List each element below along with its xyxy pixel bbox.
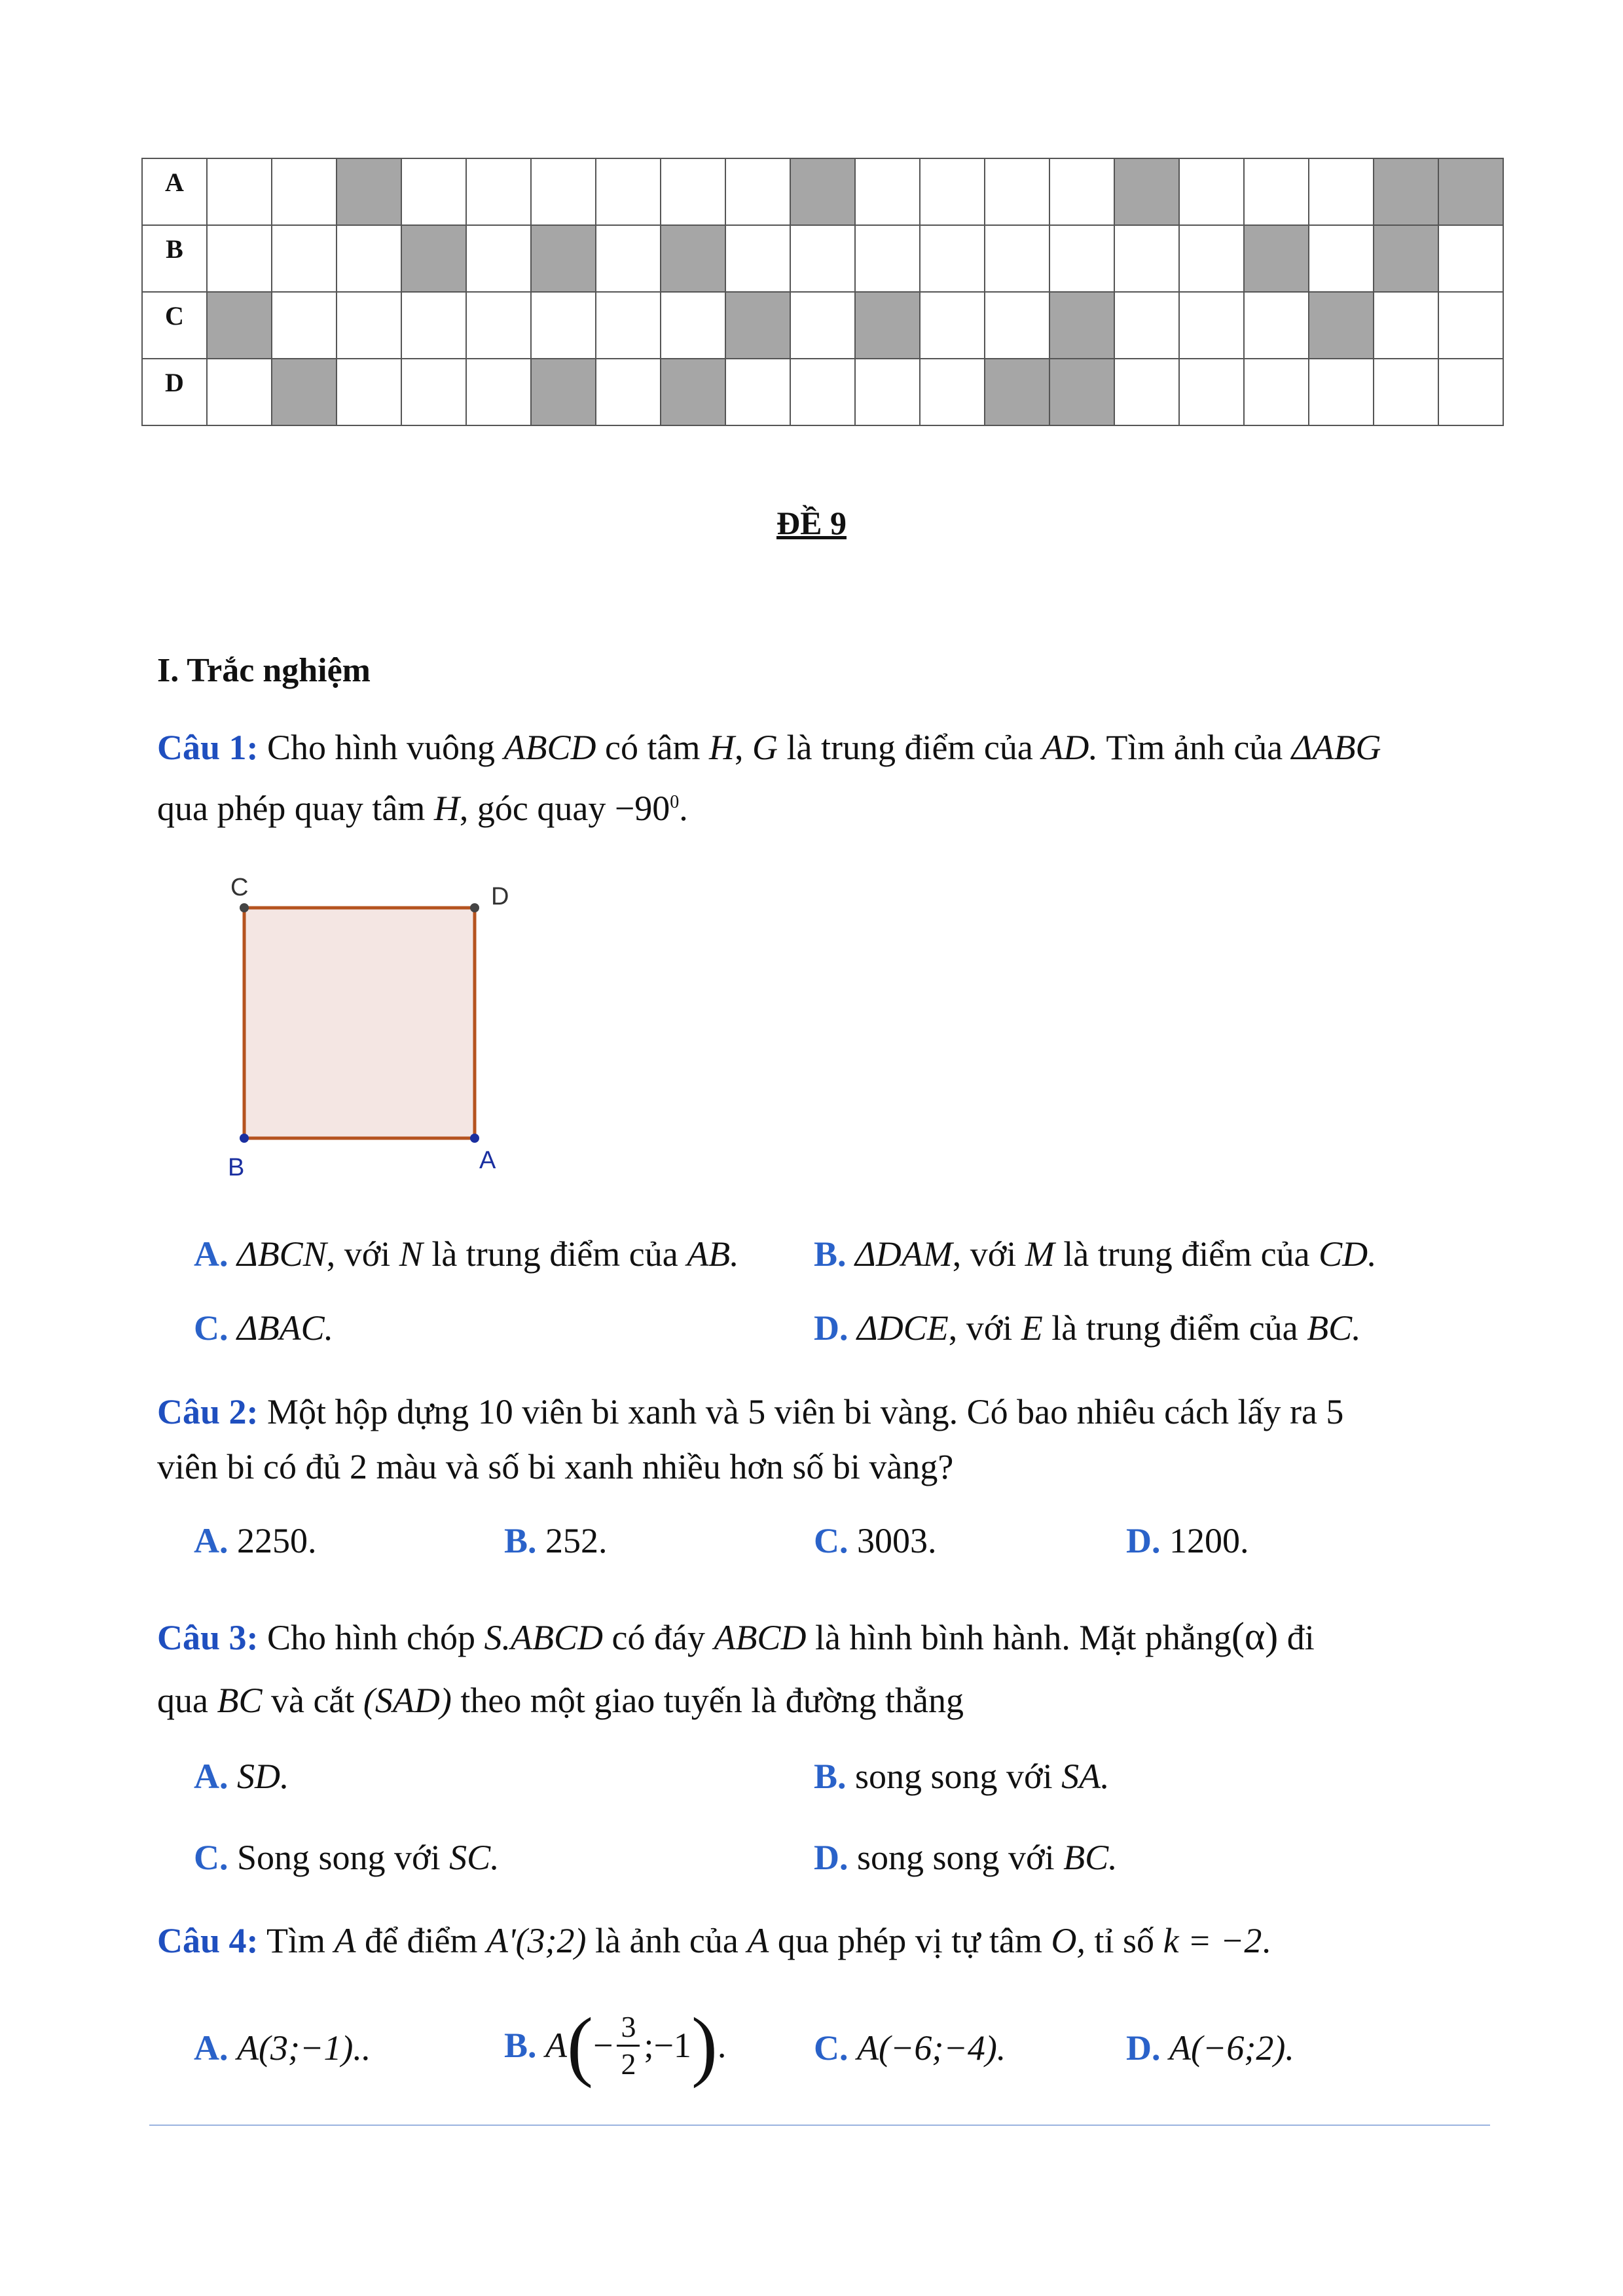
option-text: là trung điểm của bbox=[1042, 1308, 1307, 1348]
grid-cell bbox=[855, 225, 920, 292]
math: SA. bbox=[1061, 1757, 1110, 1796]
question-3 bbox=[157, 1605, 1486, 1732]
grid-cell bbox=[985, 292, 1049, 359]
q-text: Cho hình chóp bbox=[258, 1618, 484, 1657]
grid-cell bbox=[855, 359, 920, 425]
q3-option-c[interactable] bbox=[194, 1837, 500, 1878]
option-value: 3003. bbox=[857, 1521, 937, 1560]
math: (α) bbox=[1231, 1615, 1279, 1658]
grid-cell bbox=[1244, 292, 1309, 359]
grid-cell bbox=[920, 158, 985, 225]
math: H bbox=[709, 728, 735, 767]
grid-cell bbox=[1438, 359, 1503, 425]
grid-cell bbox=[466, 359, 531, 425]
grid-cell bbox=[1179, 225, 1244, 292]
grid-cell-shaded bbox=[1049, 359, 1114, 425]
grid-cell bbox=[272, 158, 337, 225]
fraction bbox=[617, 2009, 640, 2082]
option-text: là trung điểm của bbox=[1054, 1234, 1319, 1274]
grid-cell bbox=[1374, 359, 1438, 425]
grid-row bbox=[142, 292, 1503, 359]
left-paren: ( bbox=[567, 2001, 593, 2089]
grid-cell bbox=[596, 158, 661, 225]
q-text: Tìm bbox=[258, 1921, 335, 1960]
math: H bbox=[433, 789, 460, 828]
grid-cell bbox=[725, 225, 790, 292]
grid-cell bbox=[1309, 225, 1374, 292]
grid-cell bbox=[207, 225, 272, 292]
math: . bbox=[717, 2026, 727, 2065]
q-text: viên bi có đủ 2 màu và số bi xanh nhiều hơn số bi vàng? bbox=[157, 1447, 954, 1486]
grid-cell bbox=[531, 292, 596, 359]
option-label: B. bbox=[504, 1521, 537, 1560]
math: A bbox=[545, 2026, 568, 2065]
q-text: , góc quay bbox=[459, 789, 615, 828]
math: A bbox=[334, 1921, 356, 1960]
option-label: B. bbox=[504, 2026, 537, 2065]
grid-cell bbox=[207, 359, 272, 425]
answer-grid bbox=[141, 158, 1504, 426]
option-label: A. bbox=[194, 1521, 228, 1560]
grid-cell bbox=[1309, 158, 1374, 225]
option-value: 1200. bbox=[1169, 1521, 1249, 1560]
q3-option-b[interactable] bbox=[814, 1756, 1110, 1797]
option-text: Song song với bbox=[228, 1838, 450, 1877]
q-text: qua bbox=[157, 1681, 217, 1720]
grid-cell bbox=[207, 158, 272, 225]
q2-option-c[interactable] bbox=[814, 1520, 937, 1561]
option-text: , với bbox=[948, 1308, 1021, 1348]
option-label: D. bbox=[1126, 1521, 1161, 1560]
q1-option-a[interactable] bbox=[194, 1234, 739, 1274]
question-2 bbox=[157, 1384, 1486, 1494]
footer-rule bbox=[149, 2125, 1490, 2126]
right-paren: ) bbox=[691, 2001, 718, 2089]
point-c bbox=[240, 903, 249, 912]
grid-cell bbox=[1309, 359, 1374, 425]
grid-cell bbox=[1438, 225, 1503, 292]
grid-row-label: B bbox=[142, 225, 207, 292]
q-text: có tâm bbox=[596, 728, 709, 767]
math: SD. bbox=[237, 1757, 289, 1796]
grid-cell-shaded bbox=[531, 359, 596, 425]
grid-cell bbox=[1114, 225, 1179, 292]
option-label: A. bbox=[194, 1757, 228, 1796]
math: G bbox=[752, 728, 778, 767]
grid-cell bbox=[272, 292, 337, 359]
option-label: C. bbox=[814, 2028, 848, 2068]
grid-cell bbox=[920, 359, 985, 425]
math: CD. bbox=[1319, 1234, 1377, 1274]
math: A(−6;−4). bbox=[857, 2028, 1006, 2068]
q-text: , bbox=[735, 728, 752, 767]
grid-cell bbox=[401, 158, 466, 225]
grid-cell bbox=[596, 225, 661, 292]
q-text: Cho hình vuông bbox=[258, 728, 504, 767]
grid-cell bbox=[985, 158, 1049, 225]
option-label: D. bbox=[1126, 2028, 1161, 2068]
grid-cell bbox=[920, 292, 985, 359]
grid-cell bbox=[466, 225, 531, 292]
math: A(−6;2). bbox=[1169, 2028, 1294, 2068]
degree-mark: 0 bbox=[670, 792, 680, 812]
q-text: để điểm bbox=[356, 1921, 486, 1960]
q1-option-c[interactable] bbox=[194, 1308, 333, 1348]
grid-cell bbox=[920, 225, 985, 292]
numerator: 3 bbox=[621, 2009, 636, 2043]
grid-cell-shaded bbox=[1049, 292, 1114, 359]
grid-cell bbox=[337, 359, 401, 425]
option-value: 2250. bbox=[237, 1521, 317, 1560]
grid-cell-shaded bbox=[207, 292, 272, 359]
q2-option-a[interactable] bbox=[194, 1520, 317, 1561]
math: k = −2 bbox=[1163, 1921, 1262, 1960]
grid-cell bbox=[1179, 292, 1244, 359]
grid-cell bbox=[1244, 158, 1309, 225]
grid-cell bbox=[466, 292, 531, 359]
grid-cell bbox=[596, 292, 661, 359]
grid-cell bbox=[466, 158, 531, 225]
grid-cell bbox=[985, 225, 1049, 292]
math: E bbox=[1021, 1308, 1043, 1348]
grid-row bbox=[142, 359, 1503, 425]
q4-option-a[interactable] bbox=[194, 2028, 371, 2068]
grid-row-label: C bbox=[142, 292, 207, 359]
grid-cell-shaded bbox=[401, 225, 466, 292]
q2-option-d[interactable] bbox=[1126, 1520, 1249, 1561]
grid-cell bbox=[1049, 158, 1114, 225]
math: O, bbox=[1051, 1921, 1086, 1960]
q-text: là hình bình hành. Mặt phẳng bbox=[806, 1618, 1231, 1657]
math: S.ABCD bbox=[484, 1618, 604, 1657]
q3-option-a[interactable] bbox=[194, 1756, 289, 1797]
grid-cell-shaded bbox=[1438, 158, 1503, 225]
q-text: và cắt bbox=[262, 1681, 363, 1720]
q4-option-b[interactable] bbox=[504, 2001, 727, 2089]
math: AB. bbox=[687, 1234, 739, 1274]
q-text: . bbox=[679, 789, 688, 828]
math: M bbox=[1025, 1234, 1055, 1274]
option-label: D. bbox=[814, 1838, 848, 1877]
grid-row-label: A bbox=[142, 158, 207, 225]
math: ABCD bbox=[503, 728, 596, 767]
grid-cell-shaded bbox=[1244, 225, 1309, 292]
option-label: C. bbox=[814, 1521, 848, 1560]
grid-row-label: D bbox=[142, 359, 207, 425]
question-label: Câu 3: bbox=[157, 1618, 259, 1657]
grid-row bbox=[142, 225, 1503, 292]
q1-option-b[interactable] bbox=[814, 1234, 1377, 1274]
q3-option-d[interactable] bbox=[814, 1837, 1118, 1878]
q-text: tỉ số bbox=[1085, 1921, 1163, 1960]
grid-cell bbox=[1179, 359, 1244, 425]
grid-cell-shaded bbox=[1374, 158, 1438, 225]
grid-cell-shaded bbox=[337, 158, 401, 225]
option-label: C. bbox=[194, 1308, 228, 1348]
option-text: song song với bbox=[848, 1838, 1064, 1877]
label-d: D bbox=[491, 883, 509, 910]
math: ΔBAC. bbox=[237, 1308, 334, 1348]
grid-cell bbox=[1049, 225, 1114, 292]
point-a bbox=[470, 1134, 479, 1143]
grid-cell-shaded bbox=[855, 292, 920, 359]
grid-cell bbox=[531, 158, 596, 225]
question-4 bbox=[157, 1913, 1486, 1968]
grid-cell bbox=[855, 158, 920, 225]
option-label: B. bbox=[814, 1234, 847, 1274]
math: N bbox=[399, 1234, 423, 1274]
math: BC. bbox=[1063, 1838, 1118, 1877]
math: ABCD bbox=[714, 1618, 807, 1657]
grid-cell bbox=[790, 225, 855, 292]
option-text: , với bbox=[326, 1234, 399, 1274]
math: A(3;−1).. bbox=[237, 2028, 371, 2068]
question-label: Câu 1: bbox=[157, 728, 259, 767]
point-d bbox=[470, 903, 479, 912]
grid-cell bbox=[337, 225, 401, 292]
grid-cell bbox=[661, 158, 725, 225]
q-text: theo một giao tuyến là đường thẳng bbox=[451, 1681, 964, 1720]
grid-cell-shaded bbox=[790, 158, 855, 225]
q-text: Một hộp dựng 10 viên bi xanh và 5 viên bi vàng. Có bao nhiêu cách lấy ra 5 bbox=[258, 1392, 1344, 1431]
q-text: qua phép quay tâm bbox=[157, 789, 434, 828]
grid-cell bbox=[725, 359, 790, 425]
grid-row bbox=[142, 158, 1503, 225]
grid-cell bbox=[596, 359, 661, 425]
grid-cell-shaded bbox=[1114, 158, 1179, 225]
grid-cell bbox=[661, 292, 725, 359]
math: AD. bbox=[1042, 728, 1098, 767]
q1-option-d[interactable] bbox=[814, 1308, 1361, 1348]
option-label: C. bbox=[194, 1838, 228, 1877]
math: ΔDAM bbox=[855, 1234, 953, 1274]
q-text: qua phép vị tự tâm bbox=[769, 1921, 1051, 1960]
q-text: đi bbox=[1278, 1618, 1315, 1657]
grid-cell bbox=[790, 359, 855, 425]
grid-cell-shaded bbox=[531, 225, 596, 292]
denominator: 2 bbox=[617, 2045, 640, 2082]
grid-cell-shaded bbox=[661, 359, 725, 425]
label-c: C bbox=[230, 874, 249, 901]
point-b bbox=[240, 1134, 249, 1143]
q4-option-c[interactable] bbox=[814, 2028, 1006, 2068]
grid-cell bbox=[1438, 292, 1503, 359]
q-text: có đáy bbox=[603, 1618, 714, 1657]
grid-cell bbox=[1374, 292, 1438, 359]
square-figure bbox=[216, 864, 530, 1191]
math: ΔBCN bbox=[237, 1234, 327, 1274]
math: (SAD) bbox=[363, 1681, 452, 1720]
q-text: là trung điểm của bbox=[778, 728, 1042, 767]
q-text: . bbox=[1262, 1921, 1271, 1960]
grid-cell-shaded bbox=[725, 292, 790, 359]
math: SC. bbox=[449, 1838, 500, 1877]
option-label: D. bbox=[814, 1308, 848, 1348]
math: ΔDCE bbox=[857, 1308, 949, 1348]
math: ΔABG bbox=[1291, 728, 1381, 767]
option-text: song song với bbox=[846, 1757, 1062, 1796]
math: ;−1 bbox=[644, 2026, 691, 2065]
q4-option-d[interactable] bbox=[1126, 2028, 1294, 2068]
grid-cell bbox=[1244, 359, 1309, 425]
option-label: A. bbox=[194, 1234, 228, 1274]
q-text: là ảnh của bbox=[586, 1921, 748, 1960]
option-label: A. bbox=[194, 2028, 228, 2068]
option-text: , với bbox=[952, 1234, 1025, 1274]
grid-cell bbox=[401, 292, 466, 359]
grid-cell bbox=[1179, 158, 1244, 225]
exam-title: ĐỀ 9 bbox=[776, 505, 847, 541]
option-label: B. bbox=[814, 1757, 847, 1796]
grid-cell bbox=[272, 225, 337, 292]
square-shape bbox=[244, 908, 475, 1138]
grid-cell-shaded bbox=[661, 225, 725, 292]
math: − bbox=[593, 2026, 613, 2065]
option-value: 252. bbox=[545, 1521, 608, 1560]
option-text: là trung điểm của bbox=[422, 1234, 687, 1274]
math: BC. bbox=[1307, 1308, 1361, 1348]
question-label: Câu 4: bbox=[157, 1921, 259, 1960]
grid-cell bbox=[725, 158, 790, 225]
grid-cell-shaded bbox=[1374, 225, 1438, 292]
grid-cell bbox=[401, 359, 466, 425]
math: A'(3;2) bbox=[486, 1921, 587, 1960]
grid-cell-shaded bbox=[985, 359, 1049, 425]
grid-cell-shaded bbox=[1309, 292, 1374, 359]
label-b: B bbox=[228, 1154, 245, 1181]
grid-cell bbox=[790, 292, 855, 359]
q-text: Tìm ảnh của bbox=[1097, 728, 1292, 767]
grid-cell bbox=[1114, 359, 1179, 425]
section-heading: I. Trắc nghiệm bbox=[157, 652, 371, 689]
math: A bbox=[747, 1921, 769, 1960]
label-a: A bbox=[479, 1147, 496, 1174]
grid-cell-shaded bbox=[272, 359, 337, 425]
q2-option-b[interactable] bbox=[504, 1520, 608, 1561]
angle-value: −90 bbox=[614, 789, 670, 828]
question-1 bbox=[157, 720, 1486, 836]
grid-cell bbox=[1114, 292, 1179, 359]
math: BC bbox=[217, 1681, 263, 1720]
question-label: Câu 2: bbox=[157, 1392, 259, 1431]
grid-cell bbox=[337, 292, 401, 359]
